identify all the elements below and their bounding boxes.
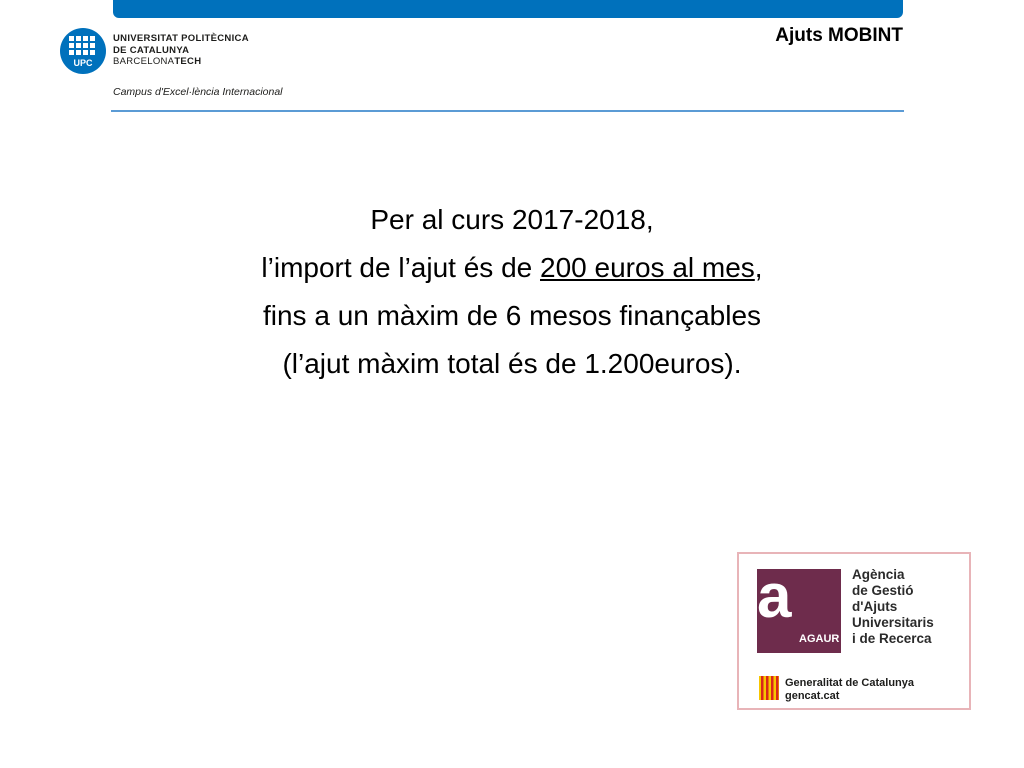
highlight-amount: 200 euros al mes: [540, 252, 755, 283]
header-accent-bar: [113, 0, 903, 18]
institution-city: BARCELONATECH: [113, 56, 202, 67]
upc-logo: [60, 28, 106, 74]
generalitat-flag-icon: [759, 676, 779, 700]
institution-line-2: DE CATALUNYA: [113, 44, 190, 56]
slide-header-title: Ajuts MOBINT: [775, 25, 903, 46]
campus-tagline: Campus d'Excel·lència Internacional: [113, 86, 283, 98]
institution-line-1: UNIVERSITAT POLITÈCNICA: [113, 33, 249, 44]
generalitat-text: Generalitat de Catalunya gencat.cat: [785, 677, 914, 702]
agaur-logo-letter: a: [757, 562, 792, 631]
institution-name: [113, 33, 249, 68]
header-divider: [111, 110, 904, 112]
upc-logo-label: UPC: [73, 58, 93, 68]
slide-body: [112, 196, 912, 388]
agaur-full-name: Agència de Gestió d'Ajuts Universitaris i de Recerca: [852, 567, 934, 646]
agaur-logo-label: AGAUR: [799, 633, 840, 645]
body-line-2: l’import de l’ajut és de 200 euros al mes,: [261, 252, 763, 283]
body-line-4: (l’ajut màxim total és de 1.200euros).: [282, 348, 742, 379]
body-line-3: fins a un màxim de 6 mesos finançables: [262, 300, 762, 331]
body-line-1: Per al curs 2017-2018,: [370, 204, 654, 235]
